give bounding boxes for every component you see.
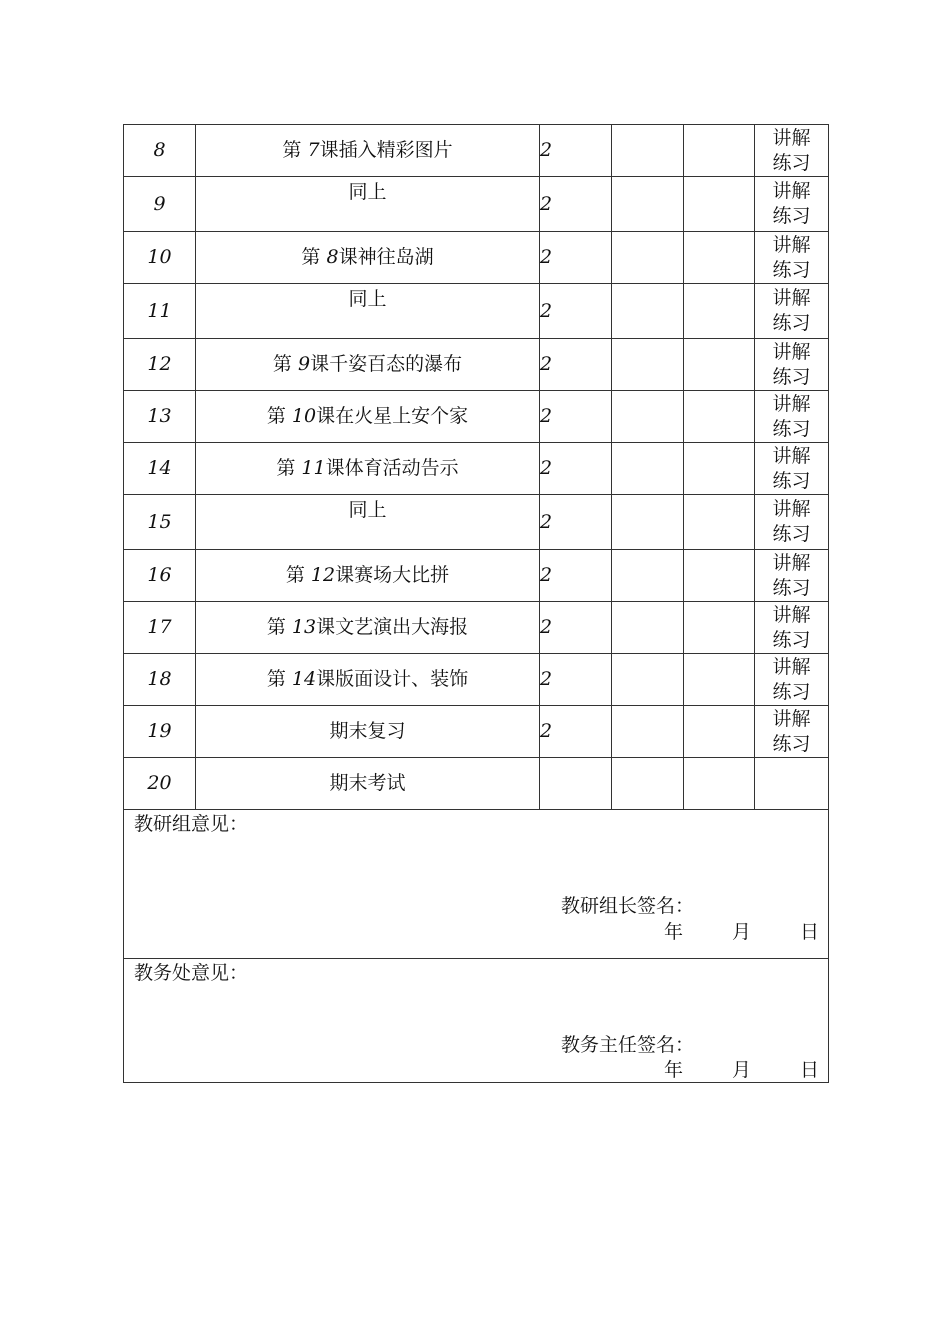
academic-director-signature-label: 教务主任签名： bbox=[561, 1034, 695, 1056]
teaching-method: 讲解 练习 bbox=[755, 602, 829, 654]
academic-office-opinion-row bbox=[124, 959, 829, 1083]
teaching-method bbox=[755, 758, 829, 810]
research-group-leader-signature-label: 教研组长签名： bbox=[561, 895, 695, 917]
empty-cell bbox=[684, 654, 755, 706]
empty-cell bbox=[684, 391, 755, 443]
week-number: 13 bbox=[124, 391, 196, 443]
lesson-hours: 2 bbox=[540, 654, 612, 706]
lesson-hours: 2 bbox=[540, 391, 612, 443]
date-year-label: 年 bbox=[664, 1059, 684, 1081]
empty-cell bbox=[612, 654, 684, 706]
table-row bbox=[124, 550, 829, 602]
week-number: 19 bbox=[124, 706, 196, 758]
lesson-title: 第 7课插入精彩图片 bbox=[196, 125, 540, 177]
week-number: 20 bbox=[124, 758, 196, 810]
teaching-schedule-table bbox=[123, 124, 829, 1083]
lesson-title: 第 10课在火星上安个家 bbox=[196, 391, 540, 443]
lesson-title: 第 14课版面设计、装饰 bbox=[196, 654, 540, 706]
teaching-method: 讲解 练习 bbox=[755, 706, 829, 758]
table-row bbox=[124, 443, 829, 495]
empty-cell bbox=[612, 391, 684, 443]
teaching-method: 讲解 练习 bbox=[755, 550, 829, 602]
empty-cell bbox=[612, 177, 684, 232]
lesson-hours: 2 bbox=[540, 125, 612, 177]
table-row bbox=[124, 177, 829, 232]
lesson-title: 同上 bbox=[196, 177, 540, 232]
empty-cell bbox=[684, 495, 755, 550]
lesson-hours: 2 bbox=[540, 443, 612, 495]
teaching-method: 讲解 练习 bbox=[755, 232, 829, 284]
empty-cell bbox=[612, 125, 684, 177]
academic-office-opinion-cell bbox=[124, 959, 829, 1083]
teaching-method: 讲解 练习 bbox=[755, 654, 829, 706]
empty-cell bbox=[684, 443, 755, 495]
table-row bbox=[124, 706, 829, 758]
lesson-title: 第 12课赛场大比拼 bbox=[196, 550, 540, 602]
date-month-label: 月 bbox=[732, 921, 752, 943]
teaching-method: 讲解 练习 bbox=[755, 339, 829, 391]
empty-cell bbox=[612, 550, 684, 602]
date-day-label: 日 bbox=[800, 1059, 820, 1081]
lesson-title: 第 8课神往岛湖 bbox=[196, 232, 540, 284]
empty-cell bbox=[612, 495, 684, 550]
lesson-hours bbox=[540, 758, 612, 810]
empty-cell bbox=[684, 232, 755, 284]
week-number: 15 bbox=[124, 495, 196, 550]
teaching-method: 讲解 练习 bbox=[755, 443, 829, 495]
week-number: 11 bbox=[124, 284, 196, 339]
teaching-method: 讲解 练习 bbox=[755, 177, 829, 232]
empty-cell bbox=[684, 339, 755, 391]
empty-cell bbox=[612, 443, 684, 495]
lesson-hours: 2 bbox=[540, 232, 612, 284]
lesson-title: 期末考试 bbox=[196, 758, 540, 810]
date-month-label: 月 bbox=[732, 1059, 752, 1081]
week-number: 16 bbox=[124, 550, 196, 602]
empty-cell bbox=[684, 284, 755, 339]
lesson-hours: 2 bbox=[540, 284, 612, 339]
research-group-opinion-row bbox=[124, 810, 829, 959]
empty-cell bbox=[684, 177, 755, 232]
lesson-title: 同上 bbox=[196, 284, 540, 339]
week-number: 14 bbox=[124, 443, 196, 495]
empty-cell bbox=[684, 602, 755, 654]
empty-cell bbox=[612, 339, 684, 391]
research-group-opinion-label: 教研组意见： bbox=[134, 813, 249, 835]
empty-cell bbox=[612, 284, 684, 339]
lesson-title: 第 13课文艺演出大海报 bbox=[196, 602, 540, 654]
lesson-hours: 2 bbox=[540, 177, 612, 232]
lesson-title: 第 11课体育活动告示 bbox=[196, 443, 540, 495]
empty-cell bbox=[612, 232, 684, 284]
lesson-hours: 2 bbox=[540, 550, 612, 602]
table-row bbox=[124, 125, 829, 177]
empty-cell bbox=[684, 550, 755, 602]
empty-cell bbox=[612, 706, 684, 758]
empty-cell bbox=[612, 602, 684, 654]
table-row bbox=[124, 232, 829, 284]
table-row bbox=[124, 495, 829, 550]
lesson-title: 同上 bbox=[196, 495, 540, 550]
week-number: 12 bbox=[124, 339, 196, 391]
research-group-opinion-cell bbox=[124, 810, 829, 959]
table-row bbox=[124, 758, 829, 810]
table-row bbox=[124, 654, 829, 706]
teaching-method: 讲解 练习 bbox=[755, 391, 829, 443]
week-number: 10 bbox=[124, 232, 196, 284]
empty-cell bbox=[684, 706, 755, 758]
table-row bbox=[124, 391, 829, 443]
teaching-method: 讲解 练习 bbox=[755, 284, 829, 339]
lesson-title: 第 9课千姿百态的瀑布 bbox=[196, 339, 540, 391]
empty-cell bbox=[684, 125, 755, 177]
lesson-title: 期末复习 bbox=[196, 706, 540, 758]
lesson-hours: 2 bbox=[540, 602, 612, 654]
table-row bbox=[124, 284, 829, 339]
empty-cell bbox=[612, 758, 684, 810]
week-number: 8 bbox=[124, 125, 196, 177]
empty-cell bbox=[684, 758, 755, 810]
week-number: 9 bbox=[124, 177, 196, 232]
teaching-method: 讲解 练习 bbox=[755, 125, 829, 177]
teaching-method: 讲解 练习 bbox=[755, 495, 829, 550]
lesson-hours: 2 bbox=[540, 495, 612, 550]
week-number: 17 bbox=[124, 602, 196, 654]
academic-office-opinion-label: 教务处意见： bbox=[134, 962, 249, 984]
lesson-hours: 2 bbox=[540, 339, 612, 391]
date-day-label: 日 bbox=[800, 921, 820, 943]
date-year-label: 年 bbox=[664, 921, 684, 943]
lesson-hours: 2 bbox=[540, 706, 612, 758]
table-row bbox=[124, 602, 829, 654]
table-row bbox=[124, 339, 829, 391]
week-number: 18 bbox=[124, 654, 196, 706]
